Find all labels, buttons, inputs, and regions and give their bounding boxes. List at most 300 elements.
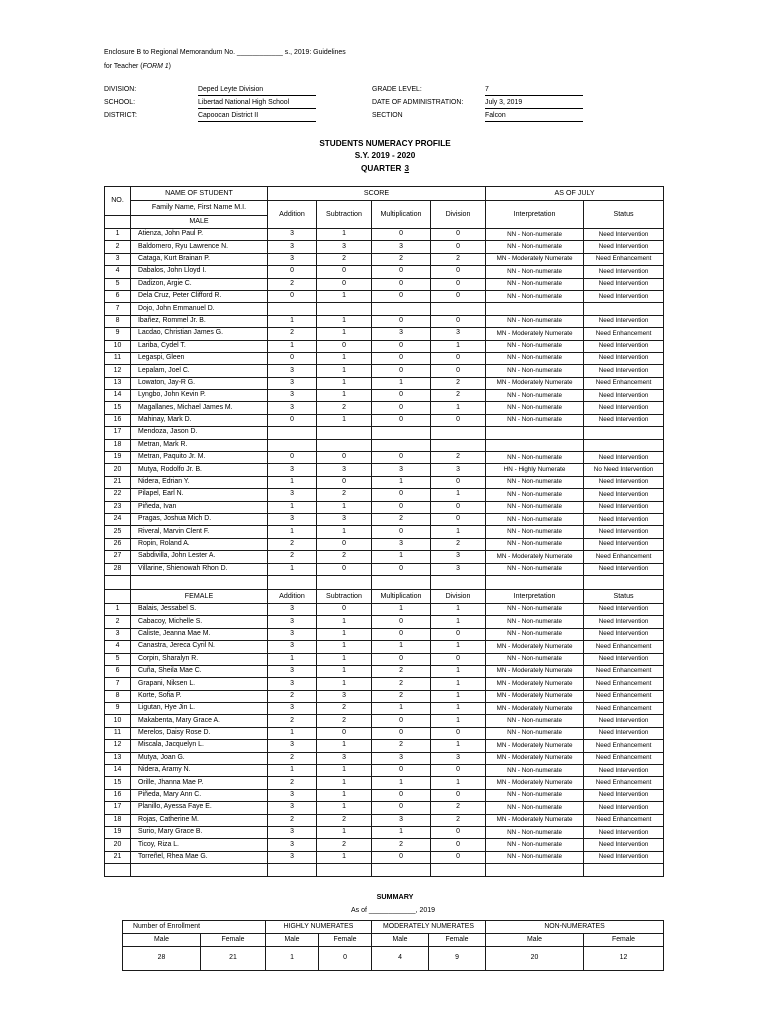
student-number-cell: 9 — [105, 328, 131, 340]
subtraction-score-cell: 1 — [317, 665, 372, 677]
subtraction-score-cell: 1 — [317, 851, 372, 863]
division-score-cell: 3 — [431, 551, 486, 563]
female-student-row — [105, 628, 664, 640]
student-number-cell: 8 — [105, 315, 131, 327]
multiplication-score-cell: 1 — [372, 377, 431, 389]
subtraction-score-cell: 2 — [317, 489, 372, 501]
interpretation-cell: NN - Non-numerate — [486, 727, 584, 739]
status-cell: Need Enhancement — [584, 777, 664, 789]
status-cell: Need Intervention — [584, 653, 664, 665]
status-cell: Need Intervention — [584, 390, 664, 402]
multiplication-score-cell: 1 — [372, 551, 431, 563]
interpretation-cell: MN - Moderately Numerate — [486, 777, 584, 789]
division-score-cell: 0 — [431, 315, 486, 327]
subtraction-score-cell: 1 — [317, 802, 372, 814]
interpretation-cell: MN - Moderately Numerate — [486, 690, 584, 702]
interpretation-cell — [486, 303, 584, 315]
male-student-row — [105, 452, 664, 464]
student-name-cell: Ropin, Roland A. — [131, 538, 268, 550]
student-name-cell: Ligutan, Hye Jin L. — [131, 703, 268, 715]
status-cell: Need Enhancement — [584, 377, 664, 389]
male-student-row — [105, 365, 664, 377]
subtraction-score-cell: 2 — [317, 715, 372, 727]
subtraction-score-cell: 1 — [317, 740, 372, 752]
student-name-cell: Dela Cruz, Peter Clifford R. — [131, 290, 268, 302]
division-score-cell: 0 — [431, 501, 486, 513]
interpretation-cell: NN - Non-numerate — [486, 839, 584, 851]
subtraction-score-cell: 1 — [317, 616, 372, 628]
student-name-cell: Planillo, Ayessa Faye E. — [131, 802, 268, 814]
multiplication-score-cell: 1 — [372, 826, 431, 838]
blank-cell — [131, 864, 268, 876]
division-score-cell: 0 — [431, 789, 486, 801]
student-name-cell: Nidera, Edrian Y. — [131, 476, 268, 488]
student-name-cell: Ticoy, Riza L. — [131, 839, 268, 851]
student-number-cell: 17 — [105, 802, 131, 814]
student-number-cell: 24 — [105, 513, 131, 525]
student-name-cell: Rojas, Catherine M. — [131, 814, 268, 826]
female-section-header — [105, 589, 664, 603]
student-name-cell: Lacdao, Christian James G. — [131, 328, 268, 340]
student-name-cell: Piñeda, Mary Ann C. — [131, 789, 268, 801]
summary-gender-row — [123, 934, 664, 947]
name-format-header: Family Name, First Name M.I. — [131, 201, 268, 216]
male-student-row — [105, 315, 664, 327]
status-cell: No Need Intervention — [584, 464, 664, 476]
moderately-numerates-header: MODERATELY NUMERATES — [372, 921, 486, 934]
division-score-cell: 1 — [431, 703, 486, 715]
division-score-cell: 0 — [431, 352, 486, 364]
status-cell: Need Intervention — [584, 290, 664, 302]
blank-cell — [486, 575, 584, 589]
interpretation-cell: MN - Moderately Numerate — [486, 703, 584, 715]
interpretation-cell: NN - Non-numerate — [486, 476, 584, 488]
subtraction-score-cell: 1 — [317, 377, 372, 389]
multiplication-score-cell: 0 — [372, 789, 431, 801]
student-number-cell: 15 — [105, 777, 131, 789]
student-number-cell: 12 — [105, 365, 131, 377]
student-name-cell: Baldomero, Ryu Lawrence N. — [131, 241, 268, 253]
subtraction-score-cell: 3 — [317, 690, 372, 702]
quarter-number: 3 — [404, 164, 410, 173]
student-number-cell: 13 — [105, 377, 131, 389]
student-name-cell: Balais, Jessabel S. — [131, 603, 268, 615]
student-number-cell: 11 — [105, 727, 131, 739]
multiplication-score-cell: 0 — [372, 715, 431, 727]
interpretation-header: Interpretation — [486, 589, 584, 603]
addition-score-cell: 3 — [268, 253, 317, 265]
multiplication-score-cell: 0 — [372, 290, 431, 302]
status-cell — [584, 303, 664, 315]
multiplication-score-cell: 0 — [372, 229, 431, 241]
student-number-cell: 10 — [105, 715, 131, 727]
student-name-cell: Lepalam, Joel C. — [131, 365, 268, 377]
female-column-label: Female — [319, 934, 372, 947]
student-number-cell: 1 — [105, 229, 131, 241]
interpretation-cell: MN - Moderately Numerate — [486, 740, 584, 752]
addition-score-cell: 3 — [268, 513, 317, 525]
division-score-cell: 0 — [431, 266, 486, 278]
status-cell: Need Intervention — [584, 563, 664, 575]
addition-score-cell — [268, 427, 317, 439]
blank-cell — [268, 575, 317, 589]
status-cell: Need Intervention — [584, 365, 664, 377]
male-student-row — [105, 414, 664, 426]
multiplication-score-cell: 0 — [372, 315, 431, 327]
student-name-cell: Mutya, Rodolfo Jr. B. — [131, 464, 268, 476]
addition-score-cell — [268, 439, 317, 451]
student-number-cell: 3 — [105, 628, 131, 640]
addition-score-cell: 3 — [268, 851, 317, 863]
interpretation-cell — [486, 439, 584, 451]
interpretation-cell: NN - Non-numerate — [486, 365, 584, 377]
addition-score-cell: 3 — [268, 402, 317, 414]
subtraction-score-cell: 2 — [317, 402, 372, 414]
female-student-row — [105, 715, 664, 727]
subtraction-score-cell: 0 — [317, 603, 372, 615]
student-number-cell: 22 — [105, 489, 131, 501]
multiplication-score-cell: 3 — [372, 814, 431, 826]
subtraction-score-cell: 1 — [317, 765, 372, 777]
interpretation-cell: MN - Moderately Numerate — [486, 377, 584, 389]
male-student-row — [105, 464, 664, 476]
interpretation-cell: NN - Non-numerate — [486, 616, 584, 628]
status-cell: Need Intervention — [584, 489, 664, 501]
multiplication-score-cell: 0 — [372, 390, 431, 402]
male-student-row — [105, 266, 664, 278]
division-score-cell: 1 — [431, 665, 486, 677]
multiplication-score-cell: 3 — [372, 241, 431, 253]
enrollment-male-value: 28 — [123, 947, 201, 971]
student-name-cell: Miscala, Jacquelyn L. — [131, 740, 268, 752]
female-column-label: Female — [429, 934, 486, 947]
multiplication-score-cell: 2 — [372, 253, 431, 265]
multiplication-score-cell: 0 — [372, 851, 431, 863]
male-column-label: Male — [123, 934, 201, 947]
student-number-cell: 1 — [105, 603, 131, 615]
interpretation-cell: NN - Non-numerate — [486, 538, 584, 550]
student-name-cell: Cuña, Sheila Mae C. — [131, 665, 268, 677]
male-student-row — [105, 427, 664, 439]
subtraction-score-cell: 3 — [317, 513, 372, 525]
status-cell: Need Intervention — [584, 241, 664, 253]
male-student-row — [105, 513, 664, 525]
multiplication-score-cell — [372, 427, 431, 439]
highly-numerates-header: HIGHLY NUMERATES — [266, 921, 372, 934]
addition-score-cell: 1 — [268, 765, 317, 777]
addition-score-cell: 1 — [268, 501, 317, 513]
division-score-cell: 2 — [431, 390, 486, 402]
student-name-cell: Lyngbo, John Kevin P. — [131, 390, 268, 402]
highly-male-value: 1 — [266, 947, 319, 971]
school-year: S.Y. 2019 - 2020 — [354, 151, 416, 160]
student-number-cell: 14 — [105, 765, 131, 777]
subtraction-score-cell: 1 — [317, 290, 372, 302]
student-number-cell: 8 — [105, 690, 131, 702]
division-score-cell: 0 — [431, 365, 486, 377]
student-name-cell: Metran, Mark R. — [131, 439, 268, 451]
interpretation-cell: MN - Moderately Numerate — [486, 665, 584, 677]
female-student-row — [105, 603, 664, 615]
blank-cell — [372, 575, 431, 589]
student-number-cell: 7 — [105, 303, 131, 315]
student-number-cell: 6 — [105, 665, 131, 677]
student-number-cell: 19 — [105, 452, 131, 464]
male-student-row — [105, 229, 664, 241]
subtraction-score-cell: 1 — [317, 678, 372, 690]
subtraction-score-cell: 0 — [317, 452, 372, 464]
blank-cell — [584, 864, 664, 876]
enclosure-line: Enclosure B to Regional Memorandum No. ____________ s., 2019: Guidelines — [104, 49, 346, 56]
table-end — [105, 864, 664, 876]
subtraction-score-cell: 1 — [317, 826, 372, 838]
male-rows — [105, 229, 664, 576]
subtraction-header: Subtraction — [317, 589, 372, 603]
female-student-row — [105, 727, 664, 739]
female-student-row — [105, 826, 664, 838]
addition-score-cell: 3 — [268, 740, 317, 752]
status-cell: Need Intervention — [584, 266, 664, 278]
status-cell: Need Intervention — [584, 789, 664, 801]
multiplication-score-cell: 0 — [372, 526, 431, 538]
status-cell: Need Intervention — [584, 414, 664, 426]
division-score-cell: 1 — [431, 678, 486, 690]
student-number-cell: 20 — [105, 839, 131, 851]
multiplication-score-cell: 0 — [372, 489, 431, 501]
addition-score-cell: 2 — [268, 551, 317, 563]
female-column-label: Female — [584, 934, 664, 947]
multiplication-score-cell: 0 — [372, 628, 431, 640]
division-score-cell: 2 — [431, 802, 486, 814]
addition-score-cell: 3 — [268, 616, 317, 628]
addition-score-cell: 1 — [268, 563, 317, 575]
addition-score-cell: 2 — [268, 814, 317, 826]
division-score-cell: 0 — [431, 513, 486, 525]
female-student-row — [105, 814, 664, 826]
status-cell: Need Enhancement — [584, 752, 664, 764]
addition-score-cell: 1 — [268, 653, 317, 665]
male-student-row — [105, 476, 664, 488]
female-student-row — [105, 765, 664, 777]
interpretation-cell: NN - Non-numerate — [486, 241, 584, 253]
subtraction-score-cell: 1 — [317, 365, 372, 377]
division-header: Division — [431, 589, 486, 603]
addition-score-cell: 3 — [268, 641, 317, 653]
multiplication-score-cell: 0 — [372, 278, 431, 290]
interpretation-cell: NN - Non-numerate — [486, 229, 584, 241]
division-score-cell: 0 — [431, 826, 486, 838]
multiplication-score-cell: 0 — [372, 727, 431, 739]
addition-score-cell: 0 — [268, 266, 317, 278]
highly-female-value: 0 — [319, 947, 372, 971]
addition-score-cell: 3 — [268, 789, 317, 801]
division-score-cell: 1 — [431, 489, 486, 501]
blank-cell — [431, 864, 486, 876]
subtraction-score-cell: 0 — [317, 727, 372, 739]
subtraction-score-cell: 1 — [317, 352, 372, 364]
student-number-cell: 19 — [105, 826, 131, 838]
student-name-cell: Pragas, Joshua Mich D. — [131, 513, 268, 525]
multiplication-score-cell: 0 — [372, 802, 431, 814]
female-student-row — [105, 641, 664, 653]
multiplication-score-cell: 0 — [372, 352, 431, 364]
subtraction-score-cell: 1 — [317, 501, 372, 513]
status-cell: Need Enhancement — [584, 253, 664, 265]
male-student-row — [105, 489, 664, 501]
addition-score-cell: 0 — [268, 352, 317, 364]
blank-cell — [431, 575, 486, 589]
multiplication-score-cell: 0 — [372, 340, 431, 352]
student-name-cell: Piñeda, Ivan — [131, 501, 268, 513]
interpretation-cell: NN - Non-numerate — [486, 715, 584, 727]
summary-as-of: As of ____________, 2019 — [350, 907, 436, 914]
multiplication-score-cell: 0 — [372, 616, 431, 628]
division-score-cell: 2 — [431, 538, 486, 550]
blank-cell — [131, 575, 268, 589]
multiplication-score-cell: 0 — [372, 365, 431, 377]
blank-cell — [105, 575, 131, 589]
student-number-cell: 13 — [105, 752, 131, 764]
subtraction-score-cell: 1 — [317, 414, 372, 426]
student-number-cell: 2 — [105, 616, 131, 628]
subtraction-score-cell: 2 — [317, 703, 372, 715]
male-student-row — [105, 290, 664, 302]
student-name-cell: Dabalos, John Lloyd I. — [131, 266, 268, 278]
addition-score-cell: 1 — [268, 340, 317, 352]
female-column-label: Female — [201, 934, 266, 947]
status-cell: Need Intervention — [584, 352, 664, 364]
multiplication-score-cell: 0 — [372, 653, 431, 665]
division-score-cell: 0 — [431, 241, 486, 253]
subtraction-score-cell: 1 — [317, 229, 372, 241]
male-student-row — [105, 501, 664, 513]
male-student-row — [105, 253, 664, 265]
interpretation-cell: NN - Non-numerate — [486, 765, 584, 777]
subtraction-score-cell: 2 — [317, 253, 372, 265]
subtraction-score-cell: 1 — [317, 328, 372, 340]
male-student-row — [105, 278, 664, 290]
division-score-cell: 1 — [431, 526, 486, 538]
interpretation-cell: NN - Non-numerate — [486, 789, 584, 801]
male-student-row — [105, 551, 664, 563]
interpretation-cell: NN - Non-numerate — [486, 501, 584, 513]
female-student-row — [105, 678, 664, 690]
male-student-row — [105, 390, 664, 402]
student-number-cell: 14 — [105, 390, 131, 402]
division-score-cell: 0 — [431, 414, 486, 426]
addition-score-cell: 3 — [268, 703, 317, 715]
student-number-cell: 28 — [105, 563, 131, 575]
multiplication-score-cell: 3 — [372, 538, 431, 550]
status-cell: Need Intervention — [584, 526, 664, 538]
student-name-cell: Cabacoy, Michelle S. — [131, 616, 268, 628]
interpretation-cell: NN - Non-numerate — [486, 402, 584, 414]
student-name-cell: Legaspi, Gleen — [131, 352, 268, 364]
addition-score-cell: 3 — [268, 365, 317, 377]
subtraction-score-cell: 3 — [317, 752, 372, 764]
addition-score-cell: 3 — [268, 839, 317, 851]
division-score-cell: 2 — [431, 377, 486, 389]
division-score-cell: 1 — [431, 740, 486, 752]
division-score-cell: 0 — [431, 290, 486, 302]
interpretation-cell: MN - Moderately Numerate — [486, 641, 584, 653]
summary-table — [122, 920, 664, 971]
blank-cell — [317, 864, 372, 876]
non-numerates-header: NON-NUMERATES — [486, 921, 664, 934]
division-value: Deped Leyte Division — [198, 85, 316, 96]
addition-header: Addition — [268, 589, 317, 603]
blank-cell — [105, 589, 131, 603]
multiplication-score-cell: 0 — [372, 266, 431, 278]
student-name-cell: Sabdivilla, John Lester A. — [131, 551, 268, 563]
female-rows — [105, 603, 664, 863]
student-number-cell: 21 — [105, 476, 131, 488]
student-number-cell: 6 — [105, 290, 131, 302]
student-number-cell: 11 — [105, 352, 131, 364]
summary-values-row — [123, 947, 664, 971]
form-number: FORM 1 — [142, 63, 169, 70]
male-student-row — [105, 241, 664, 253]
addition-score-cell: 0 — [268, 452, 317, 464]
female-student-row — [105, 789, 664, 801]
interpretation-cell: MN - Moderately Numerate — [486, 253, 584, 265]
student-number-cell: 26 — [105, 538, 131, 550]
interpretation-cell: MN - Moderately Numerate — [486, 814, 584, 826]
female-student-row — [105, 690, 664, 702]
status-cell: Need Intervention — [584, 229, 664, 241]
student-name-cell: Riveral, Marvin Clent F. — [131, 526, 268, 538]
moderately-female-value: 9 — [429, 947, 486, 971]
status-cell: Need Intervention — [584, 315, 664, 327]
division-score-cell: 0 — [431, 278, 486, 290]
student-number-cell: 12 — [105, 740, 131, 752]
division-score-cell: 1 — [431, 616, 486, 628]
status-cell: Need Intervention — [584, 715, 664, 727]
status-cell: Need Intervention — [584, 476, 664, 488]
summary-title: SUMMARY — [376, 892, 414, 901]
addition-score-cell: 3 — [268, 603, 317, 615]
student-name-cell: Orille, Jhanna Mae P. — [131, 777, 268, 789]
addition-score-cell: 3 — [268, 665, 317, 677]
female-student-row — [105, 653, 664, 665]
interpretation-cell: MN - Moderately Numerate — [486, 328, 584, 340]
status-cell: Need Enhancement — [584, 665, 664, 677]
interpretation-cell: NN - Non-numerate — [486, 826, 584, 838]
interpretation-cell: NN - Non-numerate — [486, 489, 584, 501]
addition-score-cell: 3 — [268, 241, 317, 253]
addition-score-cell: 2 — [268, 328, 317, 340]
addition-score-cell: 3 — [268, 802, 317, 814]
grade-level-label: GRADE LEVEL: — [372, 86, 422, 93]
student-number-cell: 18 — [105, 439, 131, 451]
student-name-cell: Atienza, John Paul P. — [131, 229, 268, 241]
header-row — [105, 201, 664, 216]
addition-header: Addition — [268, 201, 317, 229]
subtraction-score-cell: 1 — [317, 641, 372, 653]
subtraction-score-cell: 3 — [317, 464, 372, 476]
subtraction-score-cell: 1 — [317, 628, 372, 640]
summary-group-row — [123, 921, 664, 934]
blank-cell — [317, 575, 372, 589]
grade-level-value: 7 — [485, 85, 583, 96]
status-cell: Need Intervention — [584, 402, 664, 414]
no-header: NO. — [105, 187, 131, 216]
status-cell: Need Intervention — [584, 501, 664, 513]
student-number-cell: 20 — [105, 464, 131, 476]
division-score-cell: 0 — [431, 839, 486, 851]
interpretation-cell: NN - Non-numerate — [486, 266, 584, 278]
division-score-cell: 1 — [431, 340, 486, 352]
